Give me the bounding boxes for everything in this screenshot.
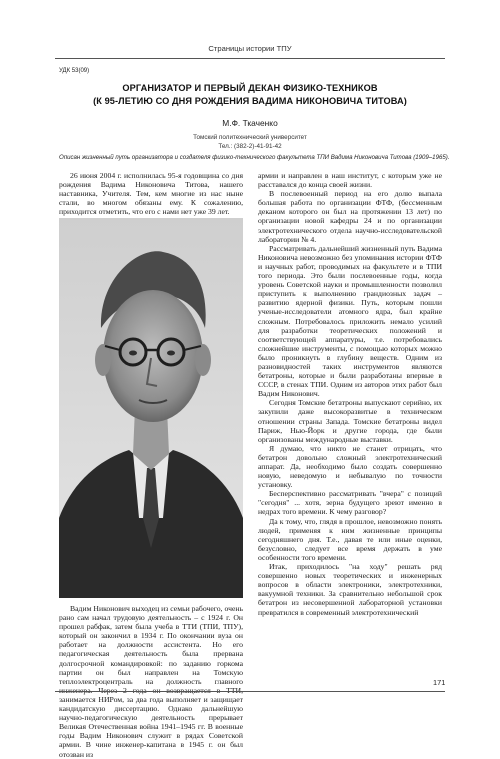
author-affiliation — [0, 133, 500, 151]
article-abstract: Описан жизненный путь организатора и создателя физико-технического факультета ТПИ Вадима Никоновича Титова (1909–1965). — [59, 154, 450, 161]
author-name: М.Ф. Ткаченко — [222, 118, 278, 128]
body-paragraph: В послевоенный период на его долю выпала большая работа по организации ФТФ, (бессменным деканом которого он был на протяжении 13 лет) по организации новой кафедры 24 и по организации электротехнического отдела научно-исследовательской лаборатории № 4. — [258, 189, 442, 244]
body-paragraph: Бесперспективно рассматривать "вчера" с позиций "сегодня" ... хотя, зерна будущего зреют именно в недрах того времени. К чему разговор? — [258, 489, 442, 517]
running-head: Страницы истории ТПУ — [208, 44, 292, 53]
body-paragraph: Сегодня Томские бетатроны выпускают серийно, их закупили даже высокоразвитые в техническом отношении страны Запада. Томские бетатроны видел Париж, Нью-Йорк и другие города, где были организованы международные выставки. — [258, 398, 442, 444]
body-paragraph: Я думаю, что никто не станет отрицать, что бетатрон довольно сложный электротехнический аппарат. Да, необходимо было создать совершенно новую, неведомую и небывалую по точности установку. — [258, 443, 442, 490]
left-column-top — [59, 171, 243, 216]
article-title-line-1: ОРГАНИЗАТОР И ПЕРВЫЙ ДЕКАН ФИЗИКО-ТЕХНИКОВ — [122, 83, 378, 93]
left-column-bottom — [59, 604, 243, 759]
article-title-line-2: (К 95-ЛЕТИЮ СО ДНЯ РОЖДЕНИЯ ВАДИМА НИКОНОВИЧА ТИТОВА) — [93, 96, 407, 106]
body-paragraph: Вадим Никонович выходец из семьи рабочего, очень рано сам начал трудовую деятельность – с 1924 г. Он прошел рабфак, затем была учеба в ТТИ (ТПИ, ТПУ), который он закончил в 1934 г. По окончании вуза он работает на должности ассистента. Но его педагогическая деятельность была прервана долгосрочной командировкой: по заданию горкома партии он был направлен на Томскую теплоэлектроцентраль на должность главного инженера. Через 2 года он возвращается в ТТИ, занимается НИРом, за два года выполняет и защищает кандидатскую диссертацию. Однако дальнейшую научно-педагогическую деятельность прерывает Великая Отечественная война 1941–1945 гг. В военные годы Вадим Никонович служит в рядах Советской армии. В чине инженер-капитана в 1945 г. он был отозван из — [59, 604, 243, 759]
header-rule — [55, 58, 445, 59]
right-column — [258, 171, 442, 617]
body-paragraph: Да к тому, что, глядя в прошлое, невозможно понять людей, применяя к ним жизненные принципы сегодняшнего дня. Т.е., давая те или иные оценки, безусловно, следует все время держать в уме особенности того времени. — [258, 516, 442, 562]
body-paragraph: 26 июня 2004 г. исполнилась 95-я годовщина со дня рождения Вадима Никоновича Титова, нашего наставника, Учителя. Тем, кем многие из нас ныне стали, во многом обязаны ему. К сожалению, приходится отметить, что его с нами нет уже 39 лет. — [59, 171, 243, 217]
page-number: 171 — [433, 678, 446, 687]
body-paragraph: Итак, приходилось "на ходу" решать ряд совершенно новых теоретических и инженерных вопросов в области электроники, электротехники, вакуумной техники. За сравнительно небольшой срок бетатрон из несовершенной лабораторной установки превратился в современный электротехнический — [258, 562, 442, 617]
article-title — [50, 82, 450, 108]
body-paragraph: Рассматривать дальнейший жизненный путь Вадима Никоновича невозможно без упоминания истории ФТФ и научных работ, проводимых на факультете и в ТПИ того периода. Это были послевоенные годы, когда уровень Советской науки и промышленности позволил приступить к выполнению грандиозных задач – развитию ядерной физики. Путь, которым пошли ученые-исследователи атомного ядра, был крайне сложным. Потребовалось приложить немало усилий для разработки теоретических положений и соответствующей аппаратуры, т.е. потребовались сложнейшие инструменты, с помощью которых можно было проникнуть в глубину веществ. Одним из разновидностей таких инструментов являются бетатроны, которые и были разработаны впервые в СССР, в стенах ТПИ. Одним из авторов этих работ был Вадим Никонович. — [258, 243, 442, 399]
portrait-photo — [59, 218, 243, 598]
portrait-image — [59, 218, 243, 598]
affiliation-phone: Тел.: (382-2)-41-91-42 — [218, 143, 282, 150]
udk-code: УДК 53(09) — [59, 68, 90, 74]
affiliation-name: Томский политехнический университет — [193, 134, 307, 141]
body-paragraph: армии и направлен в наш институт, с которым уже не расставался до конца своей жизни. — [258, 171, 442, 190]
footer-rule — [55, 691, 445, 692]
